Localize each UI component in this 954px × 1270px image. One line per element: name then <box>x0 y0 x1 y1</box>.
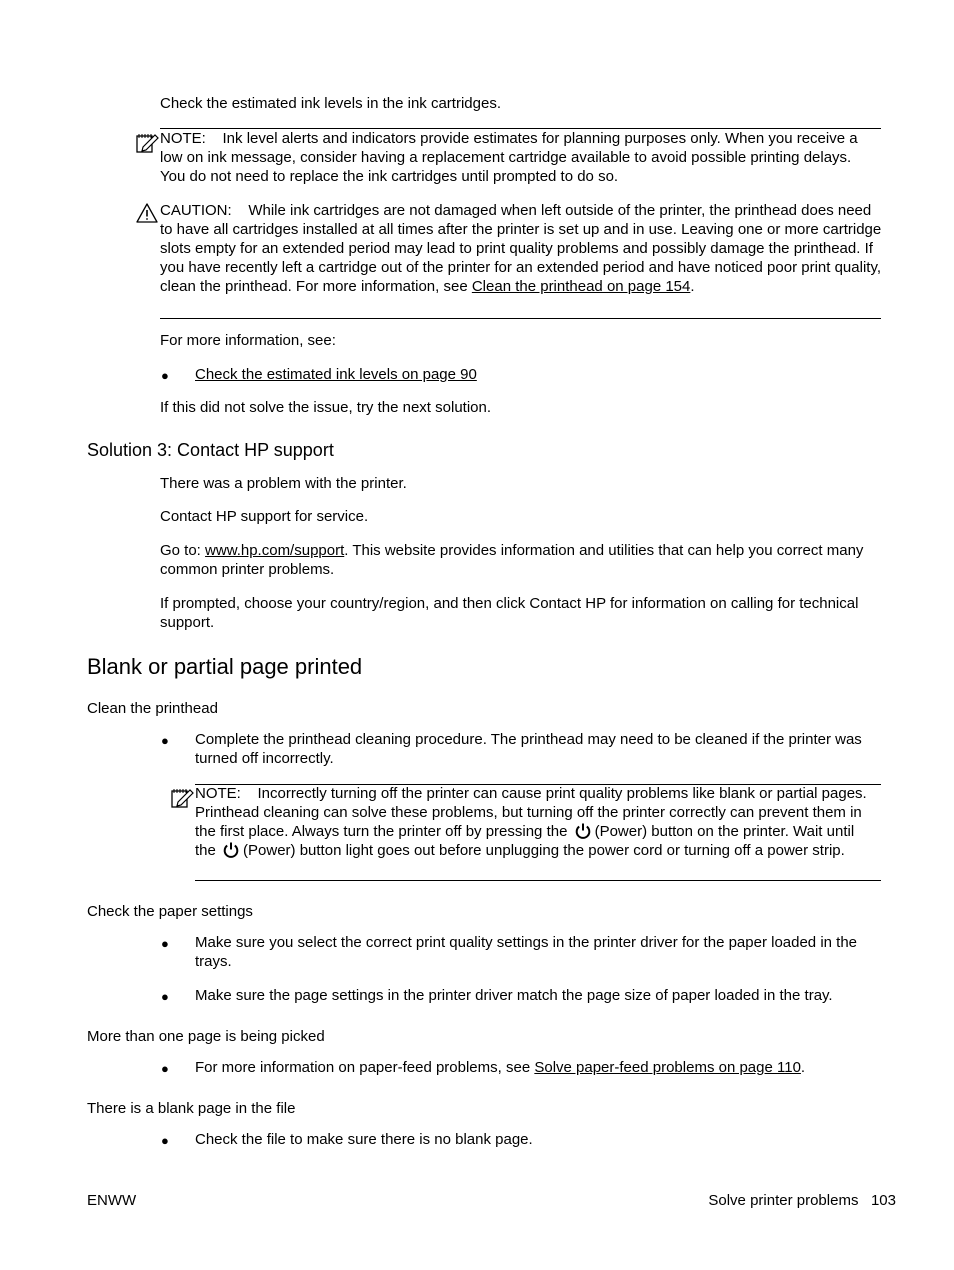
solution3-p1: There was a problem with the printer. <box>160 475 407 492</box>
power-icon <box>222 841 240 859</box>
note-text: Ink level alerts and indicators provide estimates for planning purposes only. When you receive a low on ink message, consider having a replacement cartridge available to avoid possible printing delays. You do not need to replace the ink cartridges until prompted to do so. <box>160 130 858 185</box>
intro-text: Check the estimated ink levels in the ink cartridges. <box>160 95 501 112</box>
goto-text: Go to: <box>160 542 206 559</box>
note-label: NOTE: <box>160 130 206 147</box>
picked-post: . <box>800 1059 806 1076</box>
bullet: ● <box>161 733 169 748</box>
picked-bullet <box>195 1058 885 1077</box>
picked-heading: More than one page is being picked <box>87 1028 325 1045</box>
blank-page-bullet: Check the file to make sure there is no blank page. <box>195 1131 533 1148</box>
power-icon <box>574 822 592 840</box>
footer-section-title: Solve printer problems <box>708 1192 859 1209</box>
solution3-p4 <box>160 594 860 632</box>
caution-period: . <box>690 278 695 295</box>
footer-right <box>708 1191 896 1210</box>
blank-page-heading: Blank or partial page printed <box>87 654 363 679</box>
clean-bullet-text: Complete the printhead cleaning procedure. The printhead may need to be cleaned if the printer was turned off incorrectly. <box>195 731 862 767</box>
caution-block <box>160 201 885 296</box>
bullet: ● <box>161 1061 169 1076</box>
note-icon <box>170 786 194 810</box>
note-2 <box>195 784 875 860</box>
caution-text: While ink cartridges are not damaged when left outside of the printer, the printhead does need to have all cartridges installed at all times after the printer is set up and in use. Leaving one or more cartridge slots empty for an extended period may lead to print quality problems and possibly damage the printhead. If you have recently left a cartridge out of the printer for an extended period and have noticed poor print quality, clean the printhead. For more information, see <box>160 202 882 295</box>
paper-settings-heading: Check the paper settings <box>87 903 253 920</box>
picked-pre: For more information on paper-feed problems, see <box>195 1059 535 1076</box>
clean-printhead-link[interactable]: Clean the printhead on page 154 <box>471 278 691 295</box>
hp-support-link[interactable]: www.hp.com/support <box>205 542 345 559</box>
p4-post: for information on calling for technical support. <box>160 595 859 631</box>
solution3-p3 <box>160 541 880 579</box>
p4-pre: If prompted, choose your country/region, and then click <box>160 595 530 612</box>
paper-bullet-1: Make sure you select the correct print quality settings in the printer driver for the paper loaded in the trays. <box>195 934 858 970</box>
paper-bullet-2: Make sure the page settings in the printer driver match the page size of paper loaded in the tray. <box>195 987 833 1004</box>
bullet: ● <box>161 1133 169 1148</box>
note-icon <box>135 131 159 155</box>
note2-label: NOTE: <box>195 785 241 802</box>
note2-text-a: Incorrectly turning off the printer can cause print quality problems like blank or partial pages. Printhead cleaning can solve these problems, but turning off the printer correctly can prevent them in the first place. Always turn the printer off by pressing the <box>195 785 867 840</box>
blank-page-file-heading: There is a blank page in the file <box>87 1100 296 1117</box>
page-number: 103 <box>870 1192 896 1209</box>
p3-rest: . This website provides information and utilities that can help you correct many common printer problems. <box>160 542 864 578</box>
caution-icon <box>136 203 158 223</box>
paper-feed-link[interactable]: Solve paper-feed problems on page 110 <box>534 1059 801 1076</box>
bullet: ● <box>161 368 169 383</box>
note2-text-b: (Power) button on the printer. Wait until the <box>195 823 855 859</box>
caution-bottom-rule <box>160 318 881 319</box>
note-1 <box>160 129 860 186</box>
caution-label: CAUTION: <box>160 202 232 219</box>
contact-hp-label: Contact HP <box>529 595 606 612</box>
solution3-heading: Solution 3: Contact HP support <box>87 440 334 460</box>
note2-text-c: (Power) button light goes out before unplugging the power cord or turning off a power strip. <box>243 842 845 859</box>
more-info-text: For more information, see: <box>160 332 336 349</box>
next-solution-text: If this did not solve the issue, try the next solution. <box>160 399 492 416</box>
solution3-p2: Contact HP support for service. <box>160 508 369 525</box>
ink-levels-link[interactable]: Check the estimated ink levels on page 90 <box>195 366 477 383</box>
bullet: ● <box>161 936 169 951</box>
note2-bottom-rule <box>195 880 881 881</box>
footer-left: ENWW <box>87 1192 137 1209</box>
bullet: ● <box>161 989 169 1004</box>
clean-printhead-heading: Clean the printhead <box>87 700 218 717</box>
